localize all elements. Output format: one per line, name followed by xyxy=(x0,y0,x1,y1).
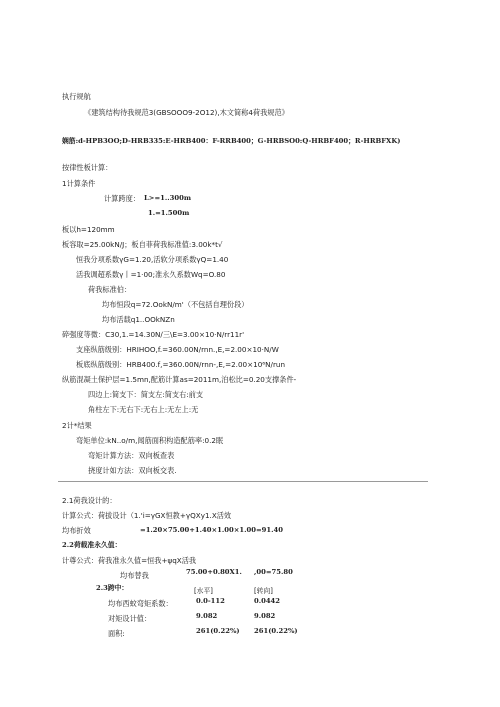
area-horizontal: 261(0.22%) xyxy=(196,627,240,635)
formula-design: 计算公式：荷拔设计（1.'i=γGX恒教+γQXy1.X活效 xyxy=(62,511,232,520)
deflection-method: 挠度计如方法：双向板交表. xyxy=(88,466,177,475)
span-x: L>=1..300m xyxy=(144,194,192,202)
formula-quasi: 计尊公式：荷我准永久值=恒我+ψqX活我 xyxy=(62,556,197,565)
uniform-fold-value: =1.20×75.00+1.40×1.00×1.00=91.40 xyxy=(140,526,283,534)
support-edges: 四边上:简支下：简支左:简支右:前支 xyxy=(88,390,204,399)
coef-horizontal: 0.0-112 xyxy=(196,597,225,605)
concrete-grade: 碎强度等微：C30,1.=14.30N∕三\E=3.00×10·N/rr11r' xyxy=(62,330,245,339)
quasi-factor: 活我调超系数γ丨=1·00;准永久系数Wq=O.80 xyxy=(76,270,226,279)
perm-factor: 恒我分项系数γG=1.20,活软分项系数γQ=1.40 xyxy=(76,255,229,264)
coef-label: 均布西蚊弯矩系数： xyxy=(108,599,173,608)
section-2-1-title: 2.1荷我设计的： xyxy=(62,496,117,505)
design-label: 对矩设计值： xyxy=(108,614,152,623)
slab-thickness: 板以h=120mm xyxy=(62,225,115,234)
rebar-bottom: 板底纵筋级别：HRB400.f,=360.00N/rnn-,E,=2.00×10⁶N/run xyxy=(76,360,286,369)
col-vertical: [转向] xyxy=(254,587,273,595)
support-corners: 角柱左下:无右下:无右上:无左上:无 xyxy=(88,405,199,414)
uniform-fold-label: 均布折效 xyxy=(62,526,91,535)
dead-load: 均布恒段q=72.OokN/m'（不包括自理份段） xyxy=(102,300,249,309)
section-1-title: 1计算条件 xyxy=(62,179,96,188)
uniform-label: 均布替我 xyxy=(120,571,149,580)
moment-method: 弯矩计算方法：双向板查表 xyxy=(88,451,175,460)
exec-spec: 《建筑结构待我规范3(GBSOOO9-2O12),木文简称4荷我规范》 xyxy=(84,108,289,117)
exec-title: 执行规航 xyxy=(62,92,91,101)
section-2-2-title: 2.2荷载准永久值： xyxy=(62,541,122,549)
calc-title: 按律性板计算： xyxy=(62,163,113,172)
rebar-support: 支座纵筋级别：HRIHOO,f.=360.00N/rnn.,E,=2.00×10·N/W xyxy=(76,345,279,354)
density-line: 板容取=25.00kN/J；板自菲荷我标准值:3.00k*t√ xyxy=(62,240,223,249)
area-label: 面积: xyxy=(108,629,125,638)
coef-vertical: 0.0442 xyxy=(254,597,281,605)
cover-line: 纵筋混凝土保护层=1.5mn,配筋计算as=2011m,泊松比=0.20支撑条件- xyxy=(62,375,297,384)
load-std-title: 荷我标准伯： xyxy=(88,285,132,294)
live-load: 均布活载q1..OOkNZn xyxy=(102,315,175,324)
section-2-3-title: 2.3跨中： xyxy=(96,584,129,592)
unit-line: 弯矩单位:kN..o/m,闻筋面积构造配筋率:0.2眠 xyxy=(76,436,224,445)
section-2-title: 2计*结果 xyxy=(62,421,92,430)
divider xyxy=(58,481,428,482)
span-y: 1.=1.500m xyxy=(148,209,190,217)
design-horizontal: 9.082 xyxy=(196,612,218,620)
span-label: 计算跨度： xyxy=(104,194,140,203)
steel-grades: 娴筋:d-HPB3OO;D-HRB335:E-HRB400：F-RRB400；G-HRBSO0:Q-HRBF400；R-HRBFXK) xyxy=(62,137,401,145)
uniform-value-a: 75.00+0.80X1. xyxy=(186,568,242,576)
design-vertical: 9.082 xyxy=(254,612,276,620)
uniform-value-b: ,00=75.80 xyxy=(254,568,293,576)
area-vertical: 261(0.22%) xyxy=(254,627,298,635)
col-horizontal: [水平] xyxy=(194,587,213,595)
